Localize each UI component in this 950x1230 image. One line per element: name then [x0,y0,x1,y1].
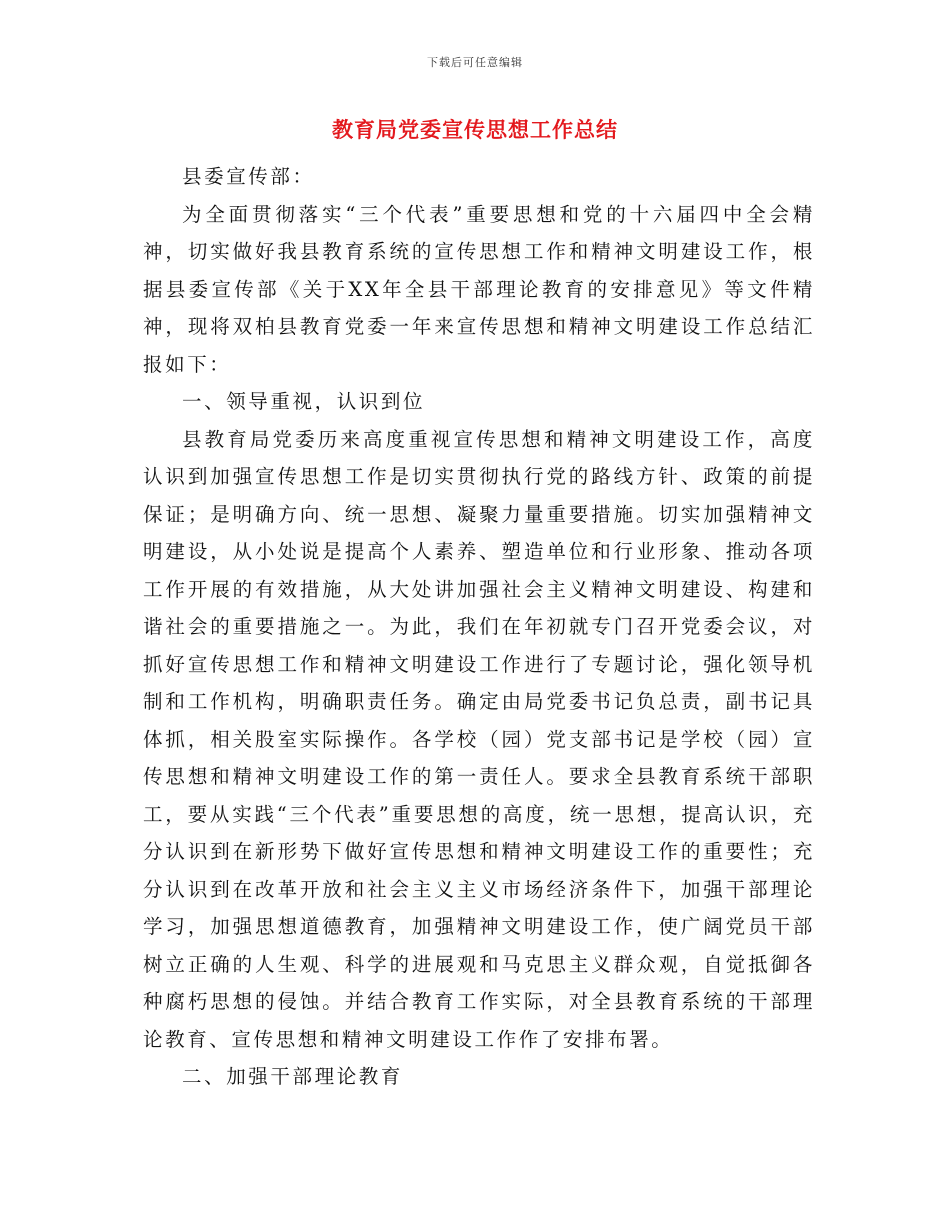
section-heading-1: 一、领导重视，认识到位 [182,390,426,413]
section-1-paragraph: 县教育局党委历来高度重视宣传思想和精神文明建设工作，高度认识到加强宣传思想工作是切实贯彻执行党的路线方针、政策的前提保证；是明确方向、统一思想、凝聚力量重要措施。切实加强精神文明建设，从小处说是提高个人素养、塑造单位和行业形象、推动各项工作开展的有效措施，从大处讲加强社会主义精神文明建设、构建和谐社会的重要措施之一。为此，我们在年初就专门召开党委会议，对抓好宣传思想工作和精神文明建设工作进行了专题讨论，强化领导机制和工作机构，明确职责任务。确定由局党委书记负总责，副书记具体抓，相关股室实际操作。各学校（园）党支部书记是学校（园）宣传思想和精神文明建设工作的第一责任人。要求全县教育系统干部职工，要从实践“三个代表”重要思想的高度，统一思想，提高认识，充分认识到在新形势下做好宣传思想和精神文明建设工作的重要性；充分认识到在改革开放和社会主义主义市场经济条件下，加强干部理论学习，加强思想道德教育，加强精神文明建设工作，使广阔党员干部树立正确的人生观、科学的进展观和马克思主义群众观，自觉抵御各种腐朽思想的侵蚀。并结合教育工作实际，对全县教育系统的干部理论教育、宣传思想和精神文明建设工作作了安排布署。 [143,427,815,1051]
salutation: 县委宣传部： [182,165,315,188]
document-body [143,158,815,1096]
section-heading-2: 二、加强干部理论教育 [182,1065,404,1088]
document-title: 教育局党委宣传思想工作总结 [332,117,618,142]
header-note: 下载后可任意编辑 [427,56,523,69]
intro-paragraph: 为全面贯彻落实“三个代表”重要思想和党的十六届四中全会精神，切实做好我县教育系统的宣传思想工作和精神文明建设工作，根据县委宣传部《关于XX年全县干部理论教育的安排意见》等文件精神，现将双柏县教育党委一年来宣传思想和精神文明建设工作总结汇报如下： [143,202,815,376]
